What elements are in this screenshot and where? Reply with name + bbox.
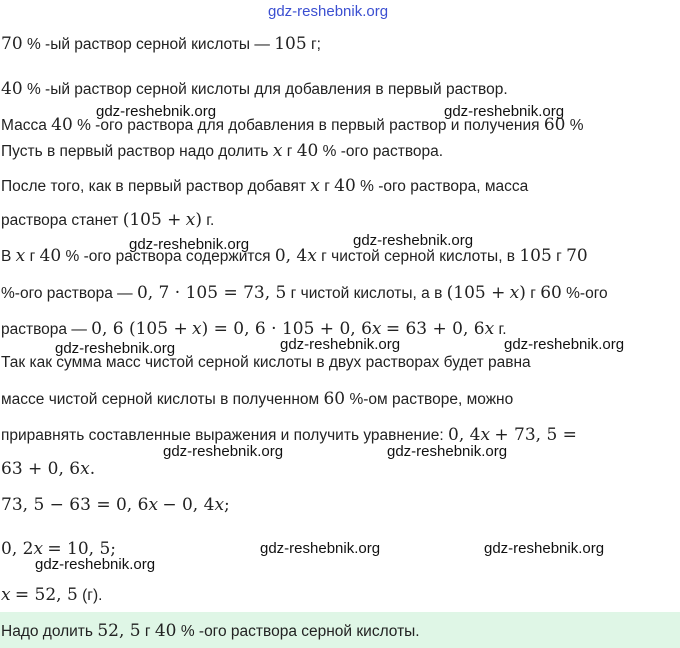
text-line-15: 0, 2x = 10, 5; [1,539,116,559]
watermark: gdz-reshebnik.org [444,103,565,120]
answer-text: Надо долить 52, 5 г 40 % -ого раствора серной кислоты. [1,621,420,641]
text-line-7: В x г 40 % -ого раствора содержится 0, 4x г чистой серной кислоты, в 105 г 70 [1,246,588,266]
text-line-5: После того, как в первый раствор добавят x г 40 % -ого раствора, масса [1,176,529,196]
text-line-3: Масса 40 % -ого раствора для добавления в первый раствор и получения 60 % [1,115,584,135]
watermark: gdz-reshebnik.org [387,443,508,460]
answer-box [0,612,680,648]
watermark: gdz-reshebnik.org [260,540,381,557]
watermark-top: gdz-reshebnik.org [268,3,389,20]
watermark: gdz-reshebnik.org [484,540,605,557]
watermark: gdz-reshebnik.org [163,443,284,460]
text-line-12: приравнять составленные выражения и получить уравнение: 0, 4x + 73, 5 = [1,425,577,445]
text-line-14: 73, 5 − 63 = 0, 6x − 0, 4x; [1,495,230,515]
watermark: gdz-reshebnik.org [280,336,401,353]
text-line-13: 63 + 0, 6x. [1,459,96,479]
text-line-6: раствора станет (105 + x) г. [1,210,215,230]
watermark: gdz-reshebnik.org [96,103,217,120]
text-line-11: массе чистой серной кислоты в полученном 60 %-ом растворе, можно [1,389,514,409]
text-line-2: 40 % -ый раствор серной кислоты для добавления в первый раствор. [1,79,508,99]
watermark: gdz-reshebnik.org [504,336,625,353]
watermark: gdz-reshebnik.org [55,340,176,357]
watermark: gdz-reshebnik.org [353,232,474,249]
text-line-8: %-ого раствора — 0, 7 · 105 = 73, 5 г чистой кислоты, а в (105 + x) г 60 %-ого [1,283,608,303]
text-line-4: Пусть в первый раствор надо долить x г 40 % -ого раствора. [1,141,444,161]
text-line-10: Так как сумма масс чистой серной кислоты в двух растворах будет равна [1,354,531,371]
text-line-1: 70 % -ый раствор серной кислоты — 105 г; [1,34,321,54]
watermark: gdz-reshebnik.org [35,556,156,573]
text-line-16: x = 52, 5 (г). [1,585,103,605]
text-line-9: раствора — 0, 6 (105 + x) = 0, 6 · 105 + 0, 6x = 63 + 0, 6x г. [1,319,507,339]
watermark: gdz-reshebnik.org [129,236,250,253]
